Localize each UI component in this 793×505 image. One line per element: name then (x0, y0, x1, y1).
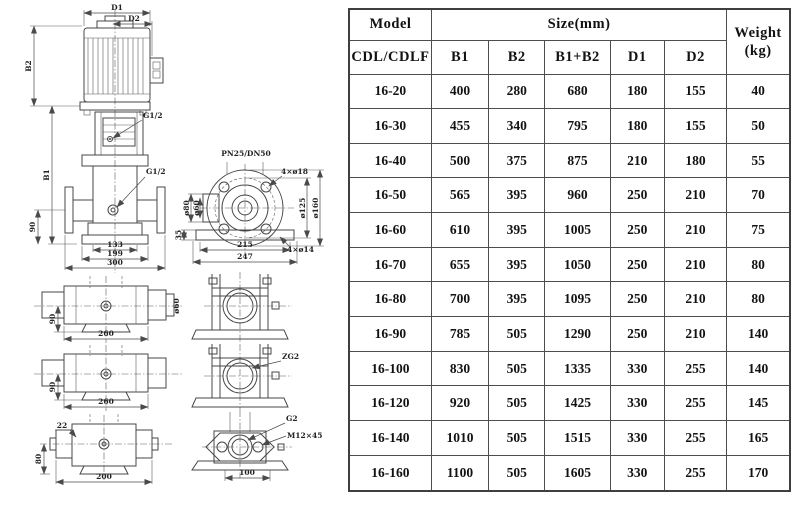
header-col-b1b2: B1+B2 (545, 40, 610, 74)
cell-b1b2: 1605 (545, 455, 610, 491)
dim-300: 300 (107, 258, 123, 267)
label-bolts-top: 4×ø18 (281, 167, 308, 176)
cell-d1: 250 (610, 282, 664, 317)
dim-dia80: ø80 (182, 200, 191, 216)
cell-b1b2: 1290 (545, 317, 610, 352)
header-weight (727, 9, 790, 74)
cell-model: 16-20 (349, 74, 431, 109)
cell-b1b2: 680 (545, 74, 610, 109)
dim-dia160: ø160 (311, 197, 320, 219)
table-row (349, 178, 790, 213)
side-view-2 (34, 345, 182, 411)
dim-100: 100 (239, 468, 255, 477)
flange-title: PN25/DN50 (221, 149, 271, 158)
dim-d2: D2 (128, 14, 140, 23)
cell-d2: 210 (664, 317, 726, 352)
dim-260-side2: 260 (98, 397, 114, 406)
dim-dia60-side: ø60 (172, 298, 181, 314)
dim-90-side2: 90 (48, 381, 57, 393)
cell-weight: 75 (727, 213, 790, 248)
cell-b1b2: 1515 (545, 421, 610, 456)
header-col-d2: D2 (664, 40, 726, 74)
cell-b1: 1010 (431, 421, 488, 456)
header-col-d1: D1 (610, 40, 664, 74)
cell-d1: 330 (610, 421, 664, 456)
oval-flange-view (192, 410, 322, 481)
table-body (349, 74, 790, 491)
cell-b2: 505 (489, 317, 545, 352)
dim-260-side1: 260 (98, 329, 114, 338)
table-row (349, 109, 790, 144)
cell-d1: 250 (610, 178, 664, 213)
cell-b2: 505 (489, 386, 545, 421)
cell-b2: 505 (489, 455, 545, 491)
cell-model: 16-40 (349, 143, 431, 178)
label-m12x45: M12×45 (287, 431, 323, 440)
cell-b1: 455 (431, 109, 488, 144)
cell-d1: 330 (610, 386, 664, 421)
cell-d2: 210 (664, 213, 726, 248)
cell-b2: 505 (489, 351, 545, 386)
header-row-2 (349, 40, 790, 74)
spec-table-panel (347, 0, 793, 500)
header-size: Size(mm) (431, 9, 726, 40)
dim-80: 80 (34, 453, 43, 465)
cell-b1: 700 (431, 282, 488, 317)
cell-b1b2: 1005 (545, 213, 610, 248)
dim-247: 247 (237, 252, 253, 261)
cell-b1: 785 (431, 317, 488, 352)
cell-b2: 395 (489, 213, 545, 248)
front-view (24, 3, 166, 273)
cell-b1b2: 1335 (545, 351, 610, 386)
cell-weight: 140 (727, 351, 790, 386)
table-row (349, 143, 790, 178)
cell-b2: 505 (489, 421, 545, 456)
table-row (349, 282, 790, 317)
label-zg2: ZG2 (282, 352, 300, 361)
cell-b2: 395 (489, 247, 545, 282)
cell-b1b2: 960 (545, 178, 610, 213)
cell-weight: 80 (727, 282, 790, 317)
table-row (349, 421, 790, 456)
dim-199: 199 (107, 249, 123, 258)
side-view-1 (34, 276, 182, 343)
table-row (349, 213, 790, 248)
port-view-2 (192, 344, 299, 410)
cell-b1: 565 (431, 178, 488, 213)
cell-b2: 395 (489, 178, 545, 213)
dim-d1: D1 (111, 3, 123, 12)
cell-d1: 250 (610, 317, 664, 352)
cell-b1: 655 (431, 247, 488, 282)
dim-215: 215 (237, 240, 253, 249)
cell-model: 16-60 (349, 213, 431, 248)
header-row-1 (349, 9, 790, 40)
cell-weight: 140 (727, 317, 790, 352)
table-row (349, 386, 790, 421)
table-row (349, 455, 790, 491)
dim-b1: B1 (42, 169, 51, 181)
cell-d1: 250 (610, 213, 664, 248)
drawing-panel (0, 0, 347, 500)
cell-d2: 210 (664, 178, 726, 213)
cell-weight: 40 (727, 74, 790, 109)
cell-model: 16-70 (349, 247, 431, 282)
cell-d2: 210 (664, 282, 726, 317)
cell-weight: 50 (727, 109, 790, 144)
cell-b1b2: 795 (545, 109, 610, 144)
dim-90-side1: 90 (48, 313, 57, 325)
cell-weight: 170 (727, 455, 790, 491)
cell-b2: 395 (489, 282, 545, 317)
cell-b1: 920 (431, 386, 488, 421)
label-bolts-bottom: 4×ø14 (287, 245, 314, 254)
cell-b1b2: 1095 (545, 282, 610, 317)
cell-model: 16-50 (349, 178, 431, 213)
cell-d2: 255 (664, 386, 726, 421)
spec-table (348, 8, 791, 492)
cell-weight: 145 (727, 386, 790, 421)
table-row (349, 351, 790, 386)
dim-b2: B2 (24, 60, 33, 72)
table-row (349, 317, 790, 352)
cell-b1b2: 875 (545, 143, 610, 178)
table-row (349, 74, 790, 109)
cell-model: 16-90 (349, 317, 431, 352)
cell-b2: 280 (489, 74, 545, 109)
side-view-3 (34, 414, 172, 484)
header-weight-line2: (kg) (744, 42, 772, 59)
cell-d2: 210 (664, 247, 726, 282)
port-view-1 (192, 272, 292, 342)
cell-model: 16-100 (349, 351, 431, 386)
cell-b2: 340 (489, 109, 545, 144)
cell-d2: 155 (664, 74, 726, 109)
cell-d1: 250 (610, 247, 664, 282)
cell-d1: 210 (610, 143, 664, 178)
terminal-box (150, 58, 163, 83)
dim-dia125: ø125 (298, 197, 307, 219)
cell-model: 16-140 (349, 421, 431, 456)
cell-d2: 180 (664, 143, 726, 178)
header-col-b2: B2 (489, 40, 545, 74)
dim-35: 35 (174, 229, 183, 241)
cell-b1b2: 1425 (545, 386, 610, 421)
cell-d2: 155 (664, 109, 726, 144)
port-label-mid: G1/2 (146, 167, 166, 176)
cell-d1: 330 (610, 455, 664, 491)
cell-b1: 830 (431, 351, 488, 386)
cell-d1: 180 (610, 74, 664, 109)
cell-d2: 255 (664, 421, 726, 456)
header-model-sub: CDL/CDLF (349, 40, 431, 74)
dim-133: 133 (107, 240, 123, 249)
cell-b1: 500 (431, 143, 488, 178)
cell-b1: 610 (431, 213, 488, 248)
cell-model: 16-30 (349, 109, 431, 144)
cell-b1b2: 1050 (545, 247, 610, 282)
technical-drawing (0, 0, 347, 500)
cell-model: 16-80 (349, 282, 431, 317)
cell-weight: 80 (727, 247, 790, 282)
cell-weight: 165 (727, 421, 790, 456)
cell-d2: 255 (664, 351, 726, 386)
header-weight-line1: Weight (734, 24, 782, 41)
dim-22: 22 (56, 421, 68, 430)
cell-b2: 375 (489, 143, 545, 178)
cell-model: 16-160 (349, 455, 431, 491)
cell-d1: 180 (610, 109, 664, 144)
port-label-top: G1/2 (143, 111, 163, 120)
dim-dia60-flange: ø60 (192, 200, 201, 216)
cell-model: 16-120 (349, 386, 431, 421)
flange-top-view (174, 149, 324, 264)
dim-200: 200 (96, 472, 112, 481)
cell-b1: 400 (431, 74, 488, 109)
header-col-b1: B1 (431, 40, 488, 74)
cell-d1: 330 (610, 351, 664, 386)
cell-weight: 55 (727, 143, 790, 178)
header-model: Model (349, 9, 431, 40)
cell-weight: 70 (727, 178, 790, 213)
cell-b1: 1100 (431, 455, 488, 491)
table-row (349, 247, 790, 282)
cell-d2: 255 (664, 455, 726, 491)
label-g2: G2 (286, 414, 298, 423)
dim-90-front: 90 (28, 221, 37, 233)
